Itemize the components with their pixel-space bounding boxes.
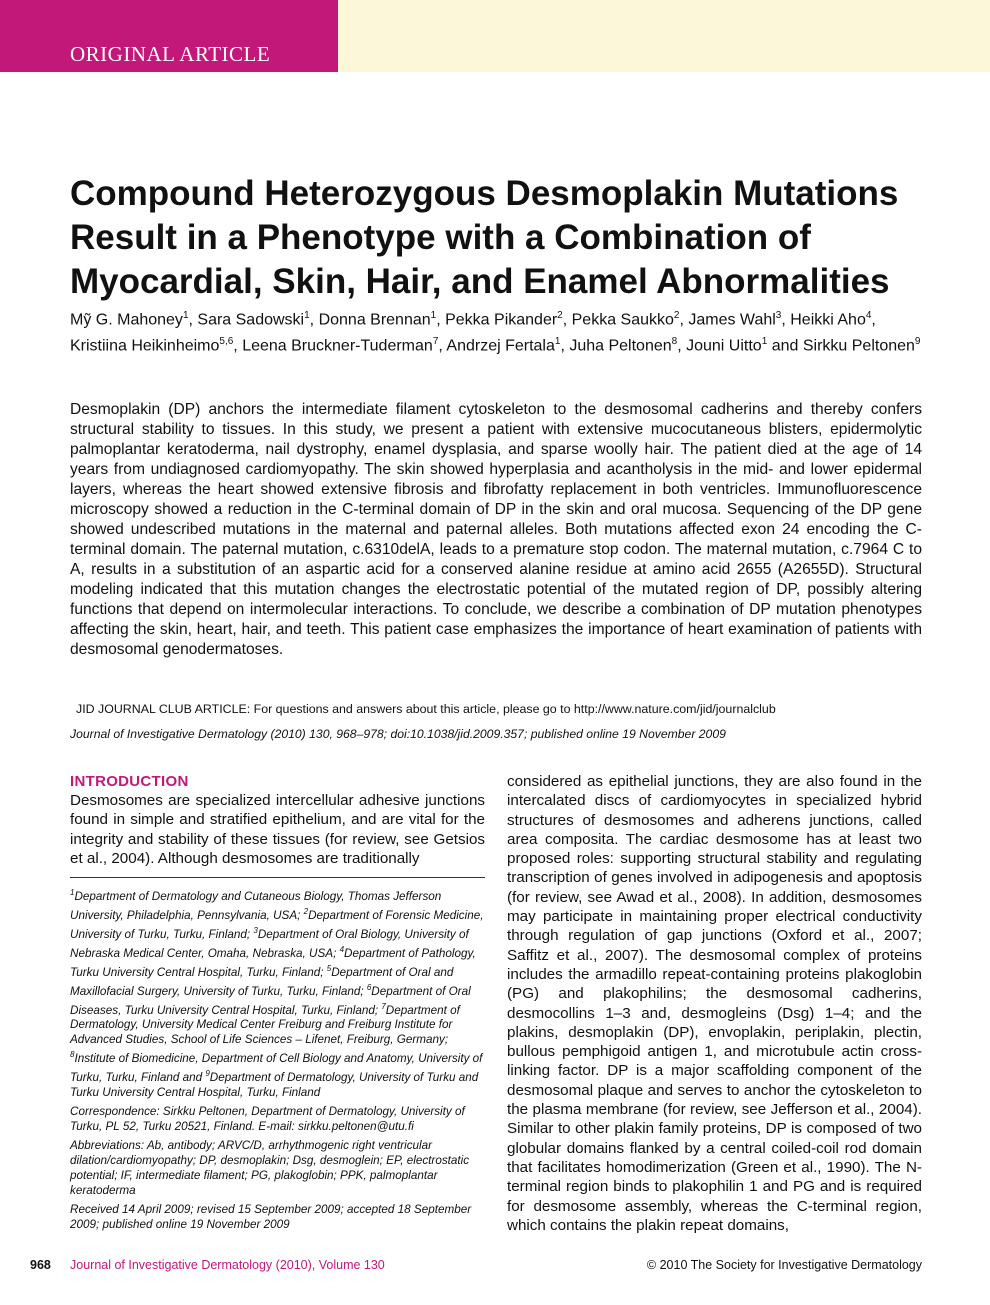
affiliation-text: Department of Pathology, Turku University Central Hospital, Turku, Finland; xyxy=(70,946,476,979)
affiliation-number: 7 xyxy=(381,1001,386,1011)
author-name: Mỹ G. Mahoney xyxy=(70,311,183,329)
affiliation-number: 1 xyxy=(70,888,75,898)
article-title: Compound Heterozygous Desmoplakin Mutations Result in a Phenotype with a Combination of Myocardial, Skin, Hair, and Enamel Abnormalities xyxy=(70,174,899,301)
header-strip xyxy=(338,0,990,72)
left-column xyxy=(70,772,485,1236)
affiliation-number: 6 xyxy=(366,982,372,992)
author-list: Mỹ G. Mahoney$^1$, Sara Sadowski$^1$, Donna Brennan$^1$, Pekka Pikander$^2$, Pekka Saukko$^2$, James Wahl$^3$, Heikki Aho$^4$, Kristiina Heikinheimo$^{5,6}$, Leena Bruckner-Tuderman$^7$, Andrzej Fertala$^1$, Juha Peltonen$^8$, Jouni Uitto$^1$ and Sirkku Peltonen$^9$ xyxy=(70,310,921,355)
author-affiliation-mark: 1 xyxy=(430,310,437,321)
author-affiliation-mark: 1 xyxy=(182,310,189,321)
affiliation-text: Department of Oral Diseases, Turku University Central Hospital, Turku, Finland; xyxy=(70,984,471,1017)
affiliation-text: Department of Dermatology, University Medical Center Freiburg and Freiburg Institute for Advanced Studies, School of Life Sciences – Lifenet, Freiburg, Germany; xyxy=(70,1003,460,1047)
affiliation-text: Department of Oral Biology, University of Nebraska Medical Center, Omaha, Nebraska, USA; xyxy=(70,927,469,960)
author-name: Pekka Pikander xyxy=(445,311,558,329)
abbreviations: Abbreviations: Ab, antibody; ARVC/D, arrhythmogenic right ventricular dilation/cardiomyopathy; DP, desmoplakin; Dsg, desmoglein; EP, electrostatic potential; IF, intermediate filament; PG, plakoglobin; PPK, palmoplantar keratoderma xyxy=(70,1139,470,1198)
affiliation-text: Department of Oral and Maxillofacial Surgery, University of Turku, Turku, Finland; xyxy=(70,965,454,998)
author-affiliation-mark: 8 xyxy=(671,336,678,348)
affiliations xyxy=(70,885,485,1100)
affiliation-text: Department of Dermatology, University of Turku and Turku University Central Hospital, Turku, Finland xyxy=(70,1071,479,1100)
intro-text-right: considered as epithelial junctions, they are also found in the intercalated discs of cardiomyocytes in specialized hybrid structures of desmosomes and adherens junctions, called area composita. The cardiac desmosome has at least two proposed roles: supporting structural stability and regulating transcription of genes involved in adipogenesis and apoptosis (for review, see Awad et al., 2008). In addition, desmosomes may participate in maintaining proper electrical conductivity through regulation of gap junctions (Oxford et al., 2007; Saffitz et al., 2007). The desmosomal complex of proteins includes the armadillo repeat-containing proteins plakoglobin (PG) and plakophilins; the desmosomal cadherins, desmocollins 1–3 and, desmogleins (Dsg) 1–4; and the plakins, desmoplakin (DP), envoplakin, periplakin, plectin, bullous pemphigoid antigen 1, and microtubule actin cross-linking factor. DP is a major scaffolding component of the desmosomal plaque and serves to anchor the cytoskeleton to the plasma membrane (for review, see Jefferson et al., 2004). Similar to other plakin family proteins, DP is composed of two globular domains flanked by a central coiled-coil rod domain that facilitates homodimerization (Green et al., 1990). The N-terminal region binds to plakophilin 1 and PG and is required for desmosome assembly, whereas the C-terminal region, which contains the plakin repeat domains, xyxy=(507,773,922,1234)
correspondence: Correspondence: Sirkku Peltonen, Department of Dermatology, University of Turku, PL 52, Turku 20521, Finland. E-mail: sirkku.peltonen@utu.fi xyxy=(70,1105,465,1134)
article-type-banner xyxy=(0,0,338,72)
author-name: Leena Bruckner-Tuderman xyxy=(242,337,433,355)
author-affiliation-mark: 4 xyxy=(865,310,872,321)
author-affiliation-mark: 1 xyxy=(554,336,561,348)
author-name: Jouni Uitto xyxy=(686,337,762,355)
journal-club-note[interactable]: JID JOURNAL CLUB ARTICLE: For questions and answers about this article, please go to http://www.nature.com/jid/journalclub xyxy=(76,702,776,716)
affiliation-text: Department of Forensic Medicine, University of Turku, Turku, Finland; xyxy=(70,908,484,941)
author-name: Sirkku Peltonen xyxy=(802,337,915,355)
author-affiliation-mark: 1 xyxy=(761,336,768,348)
citation-line xyxy=(70,727,920,741)
author-name: Heikki Aho xyxy=(790,311,866,329)
affiliation-number: 4 xyxy=(339,944,345,954)
section-heading: INTRODUCTION xyxy=(70,773,189,790)
author-name: Juha Peltonen xyxy=(569,337,672,355)
page-footer xyxy=(30,1258,922,1278)
author-affiliation-mark: 2 xyxy=(673,310,680,321)
affiliation-number: 9 xyxy=(205,1069,210,1079)
footer-copyright: © 2010 The Society for Investigative Dermatology xyxy=(646,1258,922,1272)
affiliation-number: 3 xyxy=(253,925,258,935)
author-name: Donna Brennan xyxy=(318,311,431,329)
article-type-label: ORIGINAL ARTICLE xyxy=(70,42,271,66)
author-affiliation-mark: 3 xyxy=(775,310,782,321)
author-name: Kristiina Heikinheimo xyxy=(70,337,220,355)
affiliation-number: 5 xyxy=(326,963,332,973)
author-name: Pekka Saukko xyxy=(571,311,674,329)
author-name: James Wahl xyxy=(688,311,776,329)
author-name: Sara Sadowski xyxy=(197,311,305,329)
abstract: Desmoplakin (DP) anchors the intermediate filament cytoskeleton to the desmosomal cadherins and thereby confers structural stability to tissues. In this study, we present a patient with extensive mucocutaneous blisters, epidermolytic palmoplantar keratoderma, nail dystrophy, enamel dysplasia, and sparse woolly hair. The patient died at the age of 14 years from undiagnosed cardiomyopathy. The skin showed hyperplasia and acantholysis in the mid- and lower epidermal layers, whereas the heart showed extensive fibrosis and fibrofatty replacement in both ventricles. Immunofluorescence microscopy showed a reduction in the C-terminal domain of DP in the skin and oral mucosa. Sequencing of the DP gene showed undescribed mutations in the maternal and paternal alleles. Both mutations affected exon 24 encoding the C-terminal domain. The paternal mutation, c.6310delA, leads to a premature stop codon. The maternal mutation, c.7964 C to A, results in a substitution of an aspartic acid for a conserved alanine residue at amino acid 2655 (A2655D). Structural modeling indicated that this mutation changes the electrostatic potential of the mutated region of DP, possibly altering functions that depend on intermolecular interactions. To conclude, we describe a combination of DP mutation phenotypes affecting the skin, heart, hair, and teeth. This patient case emphasizes the importance of heart examination of patients with desmosomal genodermatoses. xyxy=(70,401,922,658)
affiliation-text: Institute of Biomedicine, Department of Cell Biology and Anatomy, University of Turku, Turku, Finland and xyxy=(70,1052,483,1085)
author-affiliation-mark: 1 xyxy=(304,310,310,321)
author-affiliation-mark: 9 xyxy=(914,336,921,348)
citation-text: Journal of Investigative Dermatology (2010) 130, 968–978; doi:10.1038/jid.2009.357; published online 19 November 2009 xyxy=(70,727,726,741)
author-affiliation-mark: 5,6 xyxy=(219,336,234,348)
received-dates: Received 14 April 2009; revised 15 September 2009; accepted 18 September 2009; published online 19 November 2009 xyxy=(70,1203,472,1232)
author-affiliation-mark: 2 xyxy=(557,310,563,321)
page-number: 968 xyxy=(30,1258,51,1272)
affiliation-text: Department of Dermatology and Cutaneous Biology, Thomas Jefferson University, Philadelphia, Pennsylvania, USA; xyxy=(70,890,442,922)
affiliation-number: 8 xyxy=(70,1050,75,1060)
author-affiliation-mark: 7 xyxy=(432,336,439,348)
affiliation-number: 2 xyxy=(303,907,309,917)
footer-journal: Journal of Investigative Dermatology (2010), Volume 130 xyxy=(70,1258,385,1272)
footnote-divider xyxy=(70,877,485,878)
intro-text-left: Desmosomes are specialized intercellular adhesive junctions found in simple and stratified epithelium, and are vital for the integrity and stability of these tissues (for review, see Getsios et al., 2004). Although desmosomes are traditionally xyxy=(70,792,485,867)
author-name: Andrzej Fertala xyxy=(446,337,555,355)
